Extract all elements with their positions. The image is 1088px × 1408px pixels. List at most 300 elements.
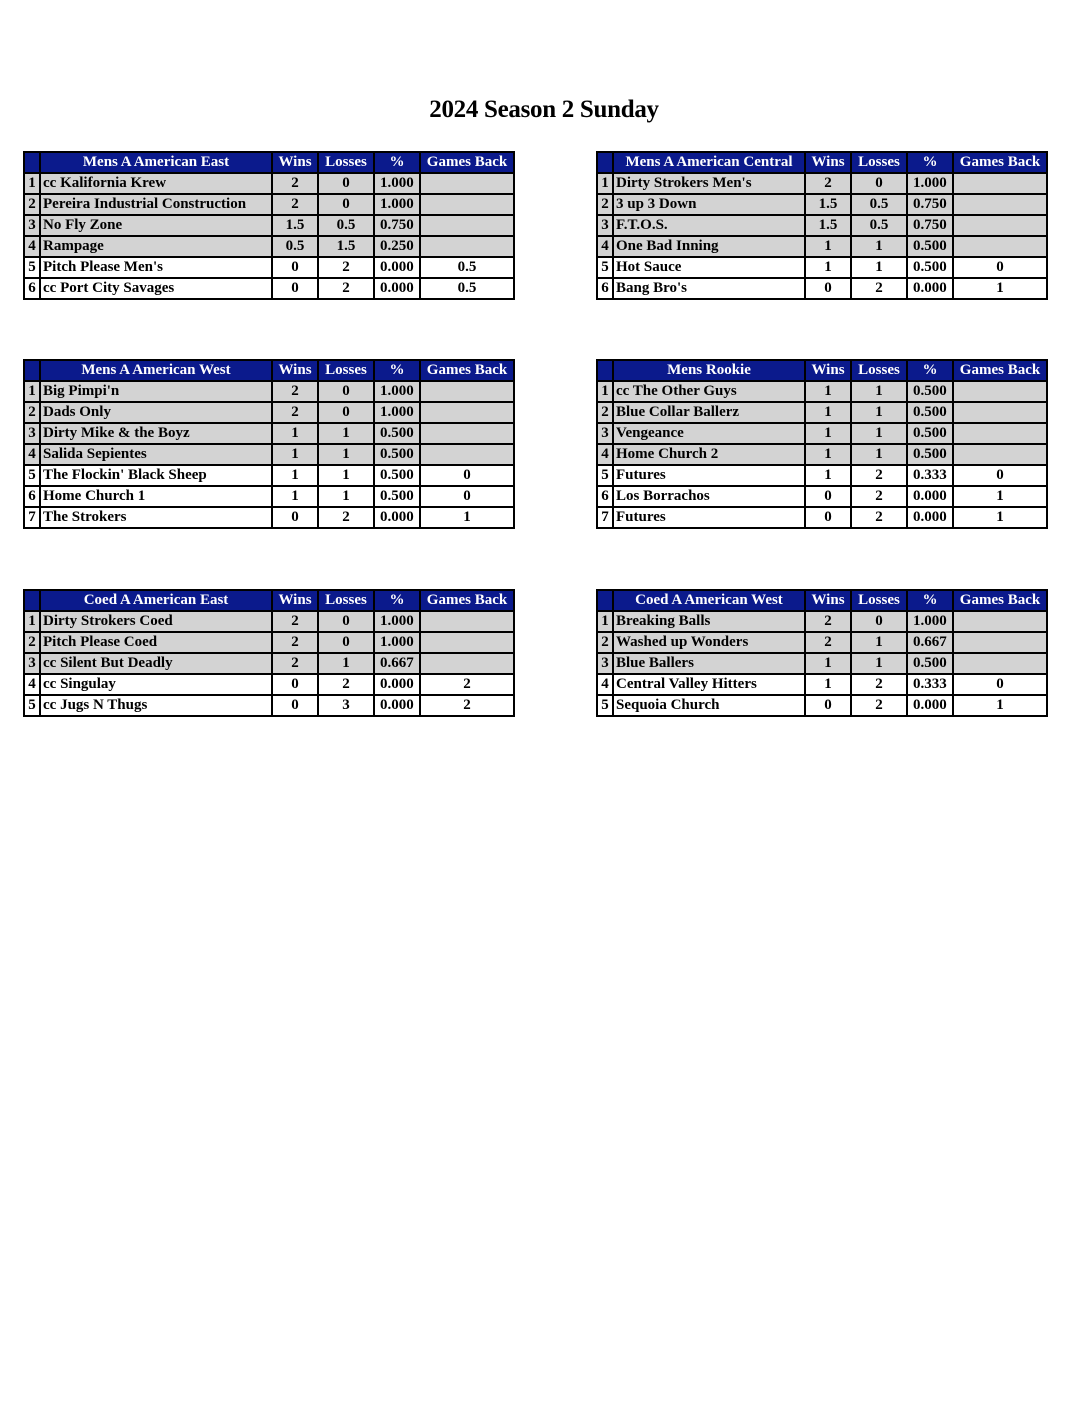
table-row (597, 653, 1047, 674)
team-games-back (420, 173, 514, 194)
team-wins: 0 (805, 486, 851, 507)
standings-table-mens-a-american-central (596, 151, 1048, 300)
team-games-back (953, 423, 1047, 444)
team-rank: 1 (24, 611, 40, 632)
table-header-row (24, 152, 514, 173)
standings-body (24, 611, 514, 716)
division-name: Mens Rookie (613, 360, 805, 381)
team-losses: 0 (851, 611, 907, 632)
table-header-row (24, 590, 514, 611)
table-row (597, 465, 1047, 486)
team-name: Pereira Industrial Construction (40, 194, 272, 215)
table-row (24, 674, 514, 695)
losses-header: Losses (851, 360, 907, 381)
team-rank: 4 (597, 674, 613, 695)
team-wins: 2 (805, 173, 851, 194)
team-rank: 6 (597, 278, 613, 299)
team-wins: 2 (272, 653, 318, 674)
team-name: Bang Bro's (613, 278, 805, 299)
team-name: Blue Collar Ballerz (613, 402, 805, 423)
team-pct: 0.000 (374, 257, 420, 278)
team-rank: 5 (597, 465, 613, 486)
team-name: Home Church 1 (40, 486, 272, 507)
team-losses: 1 (851, 257, 907, 278)
table-row (24, 632, 514, 653)
team-losses: 1 (318, 444, 374, 465)
team-games-back: 1 (953, 278, 1047, 299)
table-row (24, 444, 514, 465)
team-wins: 1 (805, 381, 851, 402)
table-row (24, 402, 514, 423)
rank-header (597, 152, 613, 173)
wins-header: Wins (805, 590, 851, 611)
team-pct: 0.333 (907, 465, 953, 486)
team-losses: 1 (851, 402, 907, 423)
games-back-header: Games Back (953, 590, 1047, 611)
team-losses: 2 (318, 507, 374, 528)
team-pct: 0.750 (907, 215, 953, 236)
table-row (24, 611, 514, 632)
table-row (24, 653, 514, 674)
team-wins: 1 (272, 423, 318, 444)
team-pct: 1.000 (374, 381, 420, 402)
team-losses: 3 (318, 695, 374, 716)
team-name: Dirty Strokers Men's (613, 173, 805, 194)
table-row (24, 194, 514, 215)
pct-header: % (907, 152, 953, 173)
team-losses: 2 (318, 674, 374, 695)
rank-header (597, 360, 613, 381)
team-games-back (953, 236, 1047, 257)
team-name: cc Silent But Deadly (40, 653, 272, 674)
team-pct: 1.000 (374, 611, 420, 632)
table-header-row (597, 152, 1047, 173)
team-wins: 0 (272, 695, 318, 716)
standings-table-mens-rookie (596, 359, 1048, 529)
team-games-back: 1 (953, 507, 1047, 528)
team-losses: 0 (318, 381, 374, 402)
team-games-back: 1 (953, 486, 1047, 507)
team-games-back (420, 194, 514, 215)
team-wins: 0 (272, 674, 318, 695)
team-wins: 2 (272, 402, 318, 423)
team-losses: 1 (851, 444, 907, 465)
team-pct: 0.500 (907, 653, 953, 674)
team-losses: 1 (318, 486, 374, 507)
team-wins: 1 (805, 402, 851, 423)
table-row (24, 215, 514, 236)
pct-header: % (907, 360, 953, 381)
team-pct: 0.000 (374, 674, 420, 695)
team-pct: 0.500 (374, 423, 420, 444)
team-pct: 0.750 (907, 194, 953, 215)
team-losses: 2 (851, 486, 907, 507)
team-games-back (953, 611, 1047, 632)
team-games-back: 0 (953, 465, 1047, 486)
team-losses: 2 (318, 278, 374, 299)
team-games-back: 0 (420, 465, 514, 486)
team-games-back: 2 (420, 674, 514, 695)
team-wins: 1 (805, 674, 851, 695)
team-name: cc Singulay (40, 674, 272, 695)
team-rank: 4 (24, 674, 40, 695)
team-rank: 7 (24, 507, 40, 528)
team-games-back (420, 444, 514, 465)
team-losses: 0 (318, 402, 374, 423)
pct-header: % (374, 152, 420, 173)
team-losses: 2 (318, 257, 374, 278)
team-rank: 6 (597, 486, 613, 507)
pct-header: % (374, 590, 420, 611)
team-wins: 0 (805, 695, 851, 716)
team-pct: 1.000 (907, 611, 953, 632)
team-rank: 4 (597, 444, 613, 465)
division-name: Coed A American West (613, 590, 805, 611)
table-row (597, 402, 1047, 423)
team-name: cc Jugs N Thugs (40, 695, 272, 716)
team-name: Salida Sepientes (40, 444, 272, 465)
team-rank: 6 (24, 278, 40, 299)
team-name: F.T.O.S. (613, 215, 805, 236)
team-pct: 0.000 (374, 695, 420, 716)
table-row (24, 173, 514, 194)
team-games-back (953, 381, 1047, 402)
team-pct: 0.000 (374, 507, 420, 528)
team-games-back (953, 173, 1047, 194)
team-losses: 1 (851, 381, 907, 402)
table-row (597, 236, 1047, 257)
team-name: Hot Sauce (613, 257, 805, 278)
team-wins: 1 (272, 465, 318, 486)
games-back-header: Games Back (953, 360, 1047, 381)
standings-table-mens-a-american-east (23, 151, 515, 300)
team-name: Pitch Please Men's (40, 257, 272, 278)
team-pct: 0.500 (907, 381, 953, 402)
team-pct: 0.500 (374, 486, 420, 507)
team-name: cc Kalifornia Krew (40, 173, 272, 194)
team-losses: 0.5 (851, 194, 907, 215)
team-name: Central Valley Hitters (613, 674, 805, 695)
team-wins: 0 (805, 507, 851, 528)
table-row (597, 194, 1047, 215)
team-losses: 1 (851, 653, 907, 674)
losses-header: Losses (851, 152, 907, 173)
team-wins: 1.5 (272, 215, 318, 236)
team-games-back: 0 (420, 486, 514, 507)
team-pct: 0.500 (374, 465, 420, 486)
team-games-back (953, 444, 1047, 465)
rank-header (24, 590, 40, 611)
team-name: Sequoia Church (613, 695, 805, 716)
team-name: Pitch Please Coed (40, 632, 272, 653)
team-rank: 1 (597, 173, 613, 194)
team-pct: 1.000 (374, 194, 420, 215)
team-pct: 0.750 (374, 215, 420, 236)
team-name: cc Port City Savages (40, 278, 272, 299)
team-games-back (420, 611, 514, 632)
team-rank: 5 (24, 465, 40, 486)
team-wins: 1 (805, 653, 851, 674)
team-rank: 2 (597, 632, 613, 653)
table-row (597, 507, 1047, 528)
table-row (597, 173, 1047, 194)
table-row (597, 695, 1047, 716)
team-rank: 2 (597, 194, 613, 215)
games-back-header: Games Back (420, 152, 514, 173)
standings-body (597, 173, 1047, 299)
table-row (597, 611, 1047, 632)
team-games-back: 1 (420, 507, 514, 528)
standings-body (24, 381, 514, 528)
team-pct: 0.333 (907, 674, 953, 695)
team-pct: 0.000 (907, 507, 953, 528)
losses-header: Losses (318, 152, 374, 173)
team-pct: 0.667 (374, 653, 420, 674)
table-row (597, 423, 1047, 444)
table-row (24, 695, 514, 716)
team-pct: 0.500 (907, 236, 953, 257)
table-row (24, 257, 514, 278)
games-back-header: Games Back (420, 360, 514, 381)
team-losses: 0 (318, 611, 374, 632)
team-name: The Flockin' Black Sheep (40, 465, 272, 486)
team-wins: 0.5 (272, 236, 318, 257)
team-wins: 2 (805, 611, 851, 632)
team-rank: 5 (24, 257, 40, 278)
team-wins: 0 (805, 278, 851, 299)
team-losses: 2 (851, 674, 907, 695)
wins-header: Wins (272, 590, 318, 611)
team-rank: 1 (597, 611, 613, 632)
team-games-back: 2 (420, 695, 514, 716)
standings-body (597, 611, 1047, 716)
team-wins: 1 (805, 444, 851, 465)
standings-table-coed-a-american-east (23, 589, 515, 717)
team-wins: 2 (272, 632, 318, 653)
team-games-back (420, 381, 514, 402)
team-wins: 1 (805, 423, 851, 444)
team-name: Dirty Strokers Coed (40, 611, 272, 632)
team-rank: 3 (597, 215, 613, 236)
team-games-back: 0.5 (420, 278, 514, 299)
games-back-header: Games Back (420, 590, 514, 611)
team-losses: 2 (851, 465, 907, 486)
table-row (597, 381, 1047, 402)
team-games-back (420, 402, 514, 423)
division-name: Mens A American East (40, 152, 272, 173)
table-row (597, 215, 1047, 236)
team-name: Futures (613, 465, 805, 486)
team-pct: 1.000 (374, 173, 420, 194)
rank-header (597, 590, 613, 611)
division-name: Mens A American Central (613, 152, 805, 173)
table-row (597, 444, 1047, 465)
team-losses: 0 (318, 194, 374, 215)
team-wins: 2 (272, 381, 318, 402)
team-rank: 2 (24, 402, 40, 423)
team-wins: 1 (805, 257, 851, 278)
wins-header: Wins (805, 360, 851, 381)
team-name: Dirty Mike & the Boyz (40, 423, 272, 444)
team-rank: 4 (24, 444, 40, 465)
team-pct: 0.667 (907, 632, 953, 653)
team-games-back: 0 (953, 674, 1047, 695)
team-pct: 0.000 (907, 695, 953, 716)
wins-header: Wins (805, 152, 851, 173)
standings-body (597, 381, 1047, 528)
team-pct: 1.000 (907, 173, 953, 194)
team-rank: 1 (24, 381, 40, 402)
team-losses: 0 (318, 632, 374, 653)
table-row (597, 278, 1047, 299)
team-wins: 2 (272, 611, 318, 632)
team-pct: 1.000 (374, 402, 420, 423)
wins-header: Wins (272, 360, 318, 381)
pct-header: % (907, 590, 953, 611)
table-row (597, 674, 1047, 695)
team-pct: 0.000 (374, 278, 420, 299)
team-rank: 2 (597, 402, 613, 423)
team-rank: 3 (24, 653, 40, 674)
losses-header: Losses (318, 590, 374, 611)
standings-table-mens-a-american-west (23, 359, 515, 529)
table-row (597, 486, 1047, 507)
team-wins: 1 (272, 444, 318, 465)
team-rank: 3 (24, 423, 40, 444)
games-back-header: Games Back (953, 152, 1047, 173)
team-rank: 1 (597, 381, 613, 402)
team-rank: 1 (24, 173, 40, 194)
team-pct: 0.500 (907, 444, 953, 465)
team-losses: 0 (851, 173, 907, 194)
team-wins: 0 (272, 257, 318, 278)
team-wins: 2 (272, 173, 318, 194)
team-losses: 1.5 (318, 236, 374, 257)
table-header-row (597, 590, 1047, 611)
team-pct: 0.500 (907, 257, 953, 278)
team-losses: 0.5 (318, 215, 374, 236)
team-rank: 4 (597, 236, 613, 257)
team-wins: 2 (805, 632, 851, 653)
table-row (24, 465, 514, 486)
team-games-back (420, 632, 514, 653)
table-row (24, 278, 514, 299)
team-wins: 0 (272, 507, 318, 528)
team-name: Futures (613, 507, 805, 528)
team-games-back (420, 236, 514, 257)
team-pct: 0.000 (907, 486, 953, 507)
team-losses: 1 (318, 423, 374, 444)
team-games-back (420, 653, 514, 674)
team-wins: 1 (805, 236, 851, 257)
division-name: Mens A American West (40, 360, 272, 381)
team-losses: 1 (851, 632, 907, 653)
team-losses: 0.5 (851, 215, 907, 236)
team-losses: 2 (851, 278, 907, 299)
team-name: The Strokers (40, 507, 272, 528)
table-header-row (24, 360, 514, 381)
team-pct: 0.500 (907, 423, 953, 444)
losses-header: Losses (851, 590, 907, 611)
team-games-back: 0.5 (420, 257, 514, 278)
team-games-back (953, 402, 1047, 423)
team-name: No Fly Zone (40, 215, 272, 236)
team-wins: 1.5 (805, 194, 851, 215)
team-losses: 2 (851, 507, 907, 528)
team-rank: 5 (597, 695, 613, 716)
team-wins: 1.5 (805, 215, 851, 236)
team-rank: 5 (597, 257, 613, 278)
rank-header (24, 360, 40, 381)
team-rank: 3 (597, 653, 613, 674)
team-wins: 2 (272, 194, 318, 215)
table-row (24, 236, 514, 257)
team-losses: 1 (851, 423, 907, 444)
team-rank: 3 (24, 215, 40, 236)
standings-table-coed-a-american-west (596, 589, 1048, 717)
team-games-back (420, 215, 514, 236)
team-name: Breaking Balls (613, 611, 805, 632)
team-rank: 2 (24, 194, 40, 215)
team-name: Washed up Wonders (613, 632, 805, 653)
team-pct: 0.500 (374, 444, 420, 465)
table-row (24, 486, 514, 507)
team-name: 3 up 3 Down (613, 194, 805, 215)
team-rank: 6 (24, 486, 40, 507)
table-row (597, 257, 1047, 278)
wins-header: Wins (272, 152, 318, 173)
team-games-back (420, 423, 514, 444)
team-rank: 2 (24, 632, 40, 653)
table-row (24, 507, 514, 528)
page-title: 2024 Season 2 Sunday (429, 96, 659, 123)
team-name: Vengeance (613, 423, 805, 444)
team-losses: 1 (318, 653, 374, 674)
team-losses: 1 (851, 236, 907, 257)
team-name: Rampage (40, 236, 272, 257)
table-row (597, 632, 1047, 653)
team-name: Home Church 2 (613, 444, 805, 465)
team-rank: 7 (597, 507, 613, 528)
team-losses: 2 (851, 695, 907, 716)
team-pct: 0.000 (907, 278, 953, 299)
team-name: Dads Only (40, 402, 272, 423)
team-name: Blue Ballers (613, 653, 805, 674)
team-wins: 1 (805, 465, 851, 486)
team-name: Big Pimpi'n (40, 381, 272, 402)
team-name: One Bad Inning (613, 236, 805, 257)
team-games-back: 0 (953, 257, 1047, 278)
table-row (24, 423, 514, 444)
team-rank: 5 (24, 695, 40, 716)
team-name: Los Borrachos (613, 486, 805, 507)
team-wins: 0 (272, 278, 318, 299)
team-rank: 3 (597, 423, 613, 444)
team-wins: 1 (272, 486, 318, 507)
team-games-back: 1 (953, 695, 1047, 716)
team-pct: 0.250 (374, 236, 420, 257)
table-header-row (597, 360, 1047, 381)
table-row (24, 381, 514, 402)
team-games-back (953, 632, 1047, 653)
team-losses: 1 (318, 465, 374, 486)
losses-header: Losses (318, 360, 374, 381)
team-name: cc The Other Guys (613, 381, 805, 402)
team-games-back (953, 653, 1047, 674)
team-pct: 1.000 (374, 632, 420, 653)
team-games-back (953, 194, 1047, 215)
team-losses: 0 (318, 173, 374, 194)
